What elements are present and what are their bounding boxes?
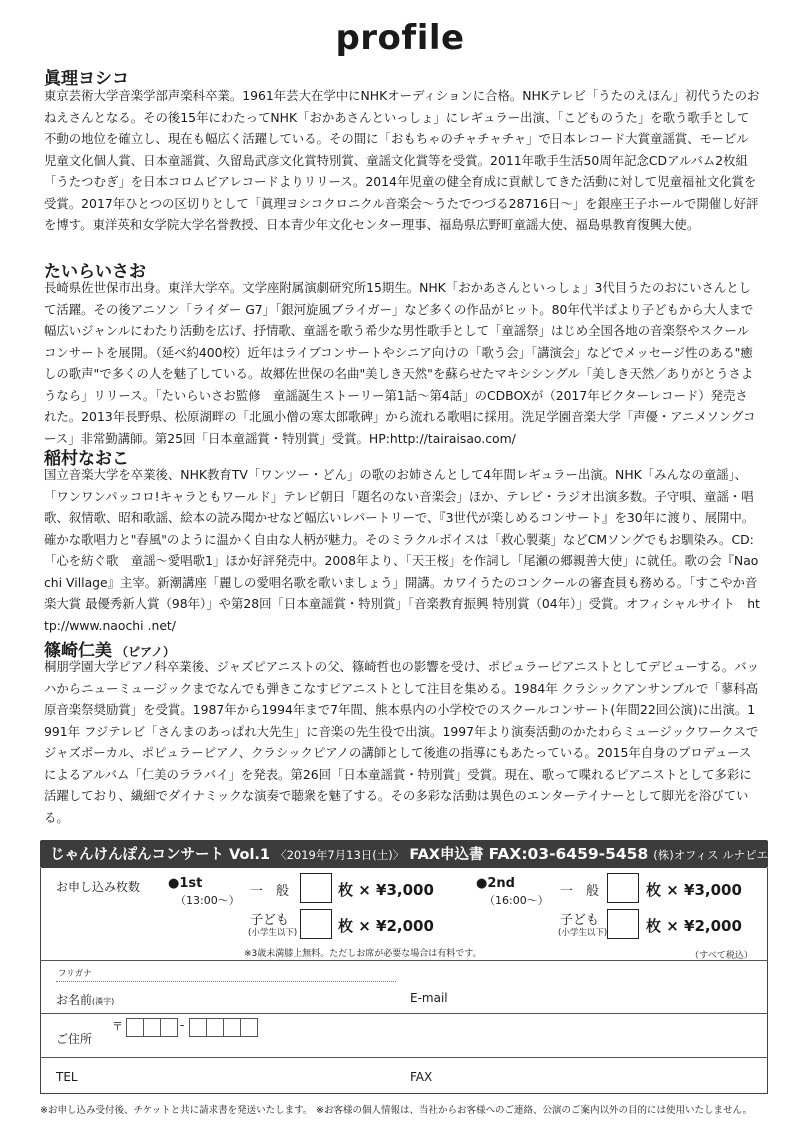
general-price: 枚 × ¥3,000	[646, 881, 742, 899]
free-admission-note: ※3歳未満膝上無料。ただしお席が必要な場合は有料です。	[244, 949, 482, 959]
second-general-count-input[interactable]	[607, 873, 639, 903]
general-label: 一 般	[560, 884, 600, 899]
footer-note-right: ※お客様の個人情報は、当社からお客様へのご連絡、公演のご案内以外の目的には使用いたしません。	[316, 1105, 753, 1116]
address-input-line[interactable]	[40, 1057, 768, 1058]
profile-name-text: たいらいさお	[44, 262, 146, 282]
first-show-time: （13:00～）	[175, 894, 240, 907]
name-email-input-line[interactable]	[40, 1013, 768, 1014]
ticket-count-label: お申し込み枚数	[56, 880, 141, 894]
second-show-label: ●2nd	[476, 876, 515, 891]
child-label: 子ども	[560, 913, 600, 928]
zip-mark: 〒	[112, 1020, 123, 1033]
profile-name-text: 篠崎仁美	[44, 641, 112, 661]
profile-bio: 国立音楽大学を卒業後、NHK教育TV「ワンツー・どん」の歌のお姉さんとして4年間レギュラー出演。NHK「みんなの童謡」、「ワンワンパッコロ!キャラともワールド」テレビ朝日「題名のない音楽会」ほか、テレビ・ラジオ出演多数。子守唄、童謡・唱歌、叙情歌、昭和歌謡、絵本の読み聞かせなど幅広いレパートリーで、『3世代が楽しめるコンサート』を30年に渡り、展開中。確かな歌唱力と"春風"のように温かく自由な人柄が魅力。そのミラクルボイスは「救心製薬」などCMソングでもお馴染み。CD:「心を紡ぐ歌 童謡～愛唱歌1」ほか好評発売中。2008年より、「天王桜」を作詞し「尾瀬の郷親善大使」に就任。歌の会『Naochi Village』主宰。新潮講座「麗しの愛唱名歌を歌いましょう」開講。カワイうたのコンクールの審査員も務める。「すこやか音楽大賞 最優秀新人賞（98年）」や第28回「日本童謡賞・特別賞」「音楽教育振興 特別賞（04年）」受賞。オフィシャルサイト http://www.naochi .net/	[44, 467, 760, 633]
second-child-count-input[interactable]	[607, 909, 639, 939]
order-form-header	[40, 840, 780, 868]
concert-date: 〈2019年7月13日(土)〉	[275, 848, 405, 862]
divider	[40, 960, 768, 961]
fax-number: FAX:03-6459-5458	[488, 845, 649, 863]
profile-role: （ピアノ）	[116, 645, 176, 659]
child-note: (小学生以下)	[248, 928, 298, 938]
zip-digit-input[interactable]	[126, 1018, 144, 1037]
child-price: 枚 × ¥2,000	[338, 917, 434, 935]
child-note: (小学生以下)	[558, 928, 608, 938]
footer-note-left: ※お申し込み受付後、チケットと共に請求書を発送いたします。	[40, 1105, 313, 1116]
furigana-label: フリガナ	[58, 969, 92, 979]
name-label-text: お名前	[56, 993, 93, 1007]
name-suffix: (漢字)	[92, 997, 115, 1006]
fax-form-label: FAX申込書	[409, 847, 484, 863]
fax-label: FAX	[410, 1070, 433, 1084]
zip-dash: -	[180, 1018, 185, 1032]
profile-bio: 桐朋学園大学ピアノ科卒業後、ジャズピアニストの父、篠崎哲也の影響を受け、ポピュラーピアニストとしてデビューする。バッハからニューミュージックまでなんでも弾きこなすピアニストとして注目を集める。1984年 クラシックアンサンブルで「蓼科高原音楽祭奨励賞」を受賞。1987年から1994年まで7年間、熊本県内の小学校でのスクールコンサート(年間22回公演)に出演。1991年 フジテレビ「さんまのあっぱれ大先生」に音楽の先生役で出演。1997年より演奏活動のかたわらミュージックワークスでジャズボーカル、ポピュラーピアノ、クラシックピアノの講師として後進の指導にもあたっている。2015年自身のプロデュースによるアルバム「仁美のララバイ」を発表。第26回「日本童謡賞・特別賞」受賞。現在、歌って喋れるピアニストとして多彩に活躍しており、繊細でダイナミックな演奏で聴衆を魅了する。その多彩な活動は異色のエンターテイナーとして脚光を浴びている。	[44, 659, 760, 825]
child-price: 枚 × ¥2,000	[646, 917, 742, 935]
second-show-time: （16:00～）	[484, 894, 549, 907]
general-price: 枚 × ¥3,000	[338, 881, 434, 899]
general-label: 一 般	[250, 884, 290, 899]
profile-name-text: 眞理ヨシコ	[44, 69, 129, 89]
zip-digit-input[interactable]	[160, 1018, 178, 1037]
first-show-label: ●1st	[168, 876, 203, 891]
zip-digit-input[interactable]	[143, 1018, 161, 1037]
profile-bio: 長崎県佐世保市出身。東洋大学卒。文学座附属演劇研究所15期生。NHK「おかあさんといっしょ」3代目うたのおにいさんとして活躍。その後アニソン「ライダー G7」「銀河旋風ブライガー」など多くの作品がヒット。80年代半ばより子どもから大人まで幅広いジャンルにわたり活動を広げ、抒情歌、童謡を歌う希少な男性歌手として「童謡祭」はじめ全国各地の音楽祭やスクールコンサートを展開。（延べ約400校）近年はライブコンサートやシニア向けの「歌う会」「講演会」などでメッセージ性のある"癒しの歌声"で多くの人を魅了している。故郷佐世保の名曲"美しき天然"を蘇らせたマキシシングル「美しき天然／ありがとうさようなら」リリース。「たいらいさお監修 童謡誕生ストーリー第1話～第4話」のCDBOXが（2017年ビクターレコード）発売された。2013年長野県、松原湖畔の「北風小僧の寒太郎歌碑」から流れる歌唱に採用。洗足学園音楽大学「声優・アニメソングコース」非常勤講師。第25回「日本童謡賞・特別賞」受賞。HP:http://tairaisao.com/	[44, 280, 756, 446]
first-child-count-input[interactable]	[300, 909, 332, 939]
office-name: (株)オフィス ルナピエナ	[653, 848, 780, 862]
zip-digit-input[interactable]	[189, 1018, 207, 1037]
concert-title: じゃんけんぽんコンサート Vol.1	[50, 847, 271, 863]
profile-bio: 東京芸術大学音楽学部声楽科卒業。1961年芸大在学中にNHKオーディションに合格。NHKテレビ「うたのえほん」初代うたのおねえさんとなる。その後15年にわたってNHK「おかあさんといっしょ」にレギュラー出演、「こどものうた」を歌う歌手として不動の地位を確立し、現在も幅広く活躍している。その間に「おもちゃのチャチャチャ」で日本レコード大賞童謡賞、モービル児童文化個人賞、日本童謡賞、久留島武彦文化賞特別賞、童謡文化賞等を受賞。2011年歌手生活50周年記念CDアルバム2枚組「うたつむぎ」を日本コロムビアレコードよりリリース。2014年児童の健全育成に貢献してきた活動に対して児童福祉文化賞を受賞。2017年ひとつの区切りとして「眞理ヨシコクロニクル音楽会～うたでつづる28716日～」を銀座王子ホールで開催し好評を博す。東洋英和女学院大学名誉教授、日本青少年文化センター理事、福島県広野町童謡大使、福島県教育復興大使。	[44, 88, 760, 232]
email-label: E-mail	[410, 991, 448, 1005]
zip-digit-input[interactable]	[206, 1018, 224, 1037]
tax-note: （すべて税込）	[690, 951, 753, 961]
page-title: profile	[335, 18, 465, 58]
address-label: ご住所	[56, 1032, 93, 1046]
profile-name-text: 稲村なおこ	[44, 449, 129, 469]
first-general-count-input[interactable]	[300, 873, 332, 903]
child-label: 子ども	[250, 913, 290, 928]
tel-label: TEL	[56, 1070, 78, 1084]
name-label	[56, 991, 114, 1008]
zip-digit-input[interactable]	[240, 1018, 258, 1037]
furigana-input[interactable]	[56, 981, 396, 982]
zip-digit-input[interactable]	[223, 1018, 241, 1037]
